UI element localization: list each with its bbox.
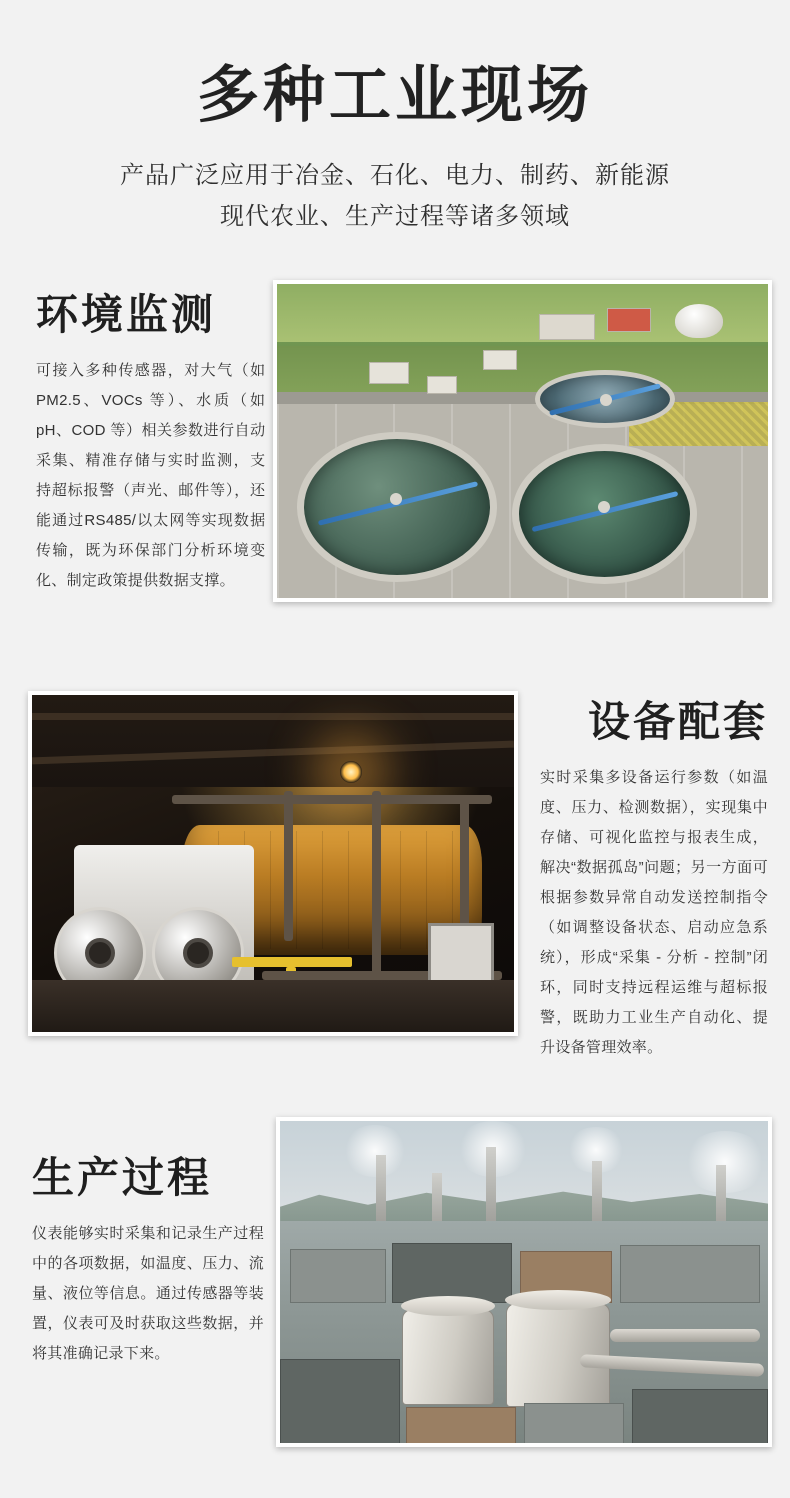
pipe-duct-1 (610, 1329, 760, 1342)
vertical-pipe-2 (372, 791, 381, 1001)
burner-port-1 (85, 938, 115, 968)
control-panel (428, 923, 494, 985)
factory-block-1 (290, 1249, 386, 1303)
factory-block-4 (620, 1245, 760, 1303)
clarifier-tank-1 (297, 432, 497, 582)
subtitle-line-2: 现代农业、生产过程等诸多领域 (220, 202, 570, 230)
section-2-title: 设备配套 (587, 697, 768, 745)
section-3-image-column (276, 1117, 772, 1447)
industrial-boiler-photo (28, 691, 518, 1036)
steel-mill-illustration (280, 1121, 768, 1443)
section-1-text-column (18, 280, 265, 596)
section-2-image-column (28, 691, 518, 1036)
factory-block-2 (392, 1243, 512, 1303)
plant-building-2 (607, 308, 651, 332)
section-production-process (0, 1117, 790, 1457)
section-environment-monitoring (0, 280, 790, 625)
section-1-image-column (273, 280, 772, 602)
yellow-pipe-1 (232, 957, 352, 967)
smoke-plume-1 (342, 1125, 408, 1177)
storage-dome (675, 304, 723, 338)
steel-mill-photo (276, 1117, 772, 1447)
wastewater-plant-illustration (277, 284, 768, 598)
subtitle-line-1: 产品广泛应用于冶金、石化、电力、制药、新能源 (120, 162, 670, 190)
vertical-pipe-1 (284, 791, 293, 941)
wastewater-plant-photo (273, 280, 772, 602)
plant-building-4 (427, 376, 457, 394)
basin-hub (600, 394, 612, 406)
page-title: 多种工业现场 (196, 61, 593, 130)
section-2-body: 实时采集多设备运行参数（如温度、压力、检测数据），实现集中存储、可视化监控与报表生成，解决“数据孤岛”问题；另一方面可根据参数异常自动发送控制指令（如调整设备状态、启动应急系统），形成“采集 - 分析 - 控制”闭环，同时支持远程运维与超标报警，既助力工业生产自动化、提升设备管理效率。 (540, 769, 768, 1057)
burner-port-2 (183, 938, 213, 968)
storage-silo-1 (402, 1309, 494, 1405)
hall-ceiling (32, 695, 514, 787)
plant-building-3 (369, 362, 409, 384)
section-3-body: 仪表能够实时采集和记录生产过程中的各项数据，如温度、压力、流量、液位等信息。通过传感器等装置，仪表可及时获取这些数据，并将其准确记录下来。 (32, 1225, 265, 1363)
page-header (0, 0, 790, 238)
silo-dome-1 (401, 1296, 495, 1316)
page-subtitle (0, 156, 790, 238)
section-2-text-column (518, 691, 768, 1063)
horizontal-pipe-1 (172, 795, 492, 804)
factory-block-7 (524, 1403, 624, 1447)
section-3-title: 生产过程 (32, 1153, 213, 1201)
silo-dome-2 (505, 1290, 611, 1310)
section-equipment-support (0, 691, 790, 1057)
plant-building-1 (539, 314, 595, 340)
ceiling-beam-1 (32, 713, 514, 720)
factory-block-6 (406, 1407, 516, 1447)
boiler-hall-illustration (32, 695, 514, 1032)
factory-block-5 (280, 1359, 400, 1447)
rectangular-basin (535, 370, 675, 428)
clarifier-tank-2 (512, 444, 697, 584)
section-1-body: 可接入多种传感器，对大气（如 PM2.5、VOCs 等）、水质（如 pH、COD 等）相关参数进行自动采集、精准存储与实时监测，支持超标报警（声光、邮件等），还能通过RS485/以太网等实现数据传输，既为环保部门分析环境变化、制定政策提供数据支撑。 (36, 362, 266, 590)
section-1-title: 环境监测 (36, 290, 217, 338)
hall-floor (32, 980, 514, 1032)
plant-building-5 (483, 350, 517, 370)
clarifier-hub-1 (390, 493, 402, 505)
factory-block-8 (632, 1389, 768, 1447)
ceiling-lamp (340, 761, 362, 783)
section-3-text-column (18, 1117, 264, 1369)
